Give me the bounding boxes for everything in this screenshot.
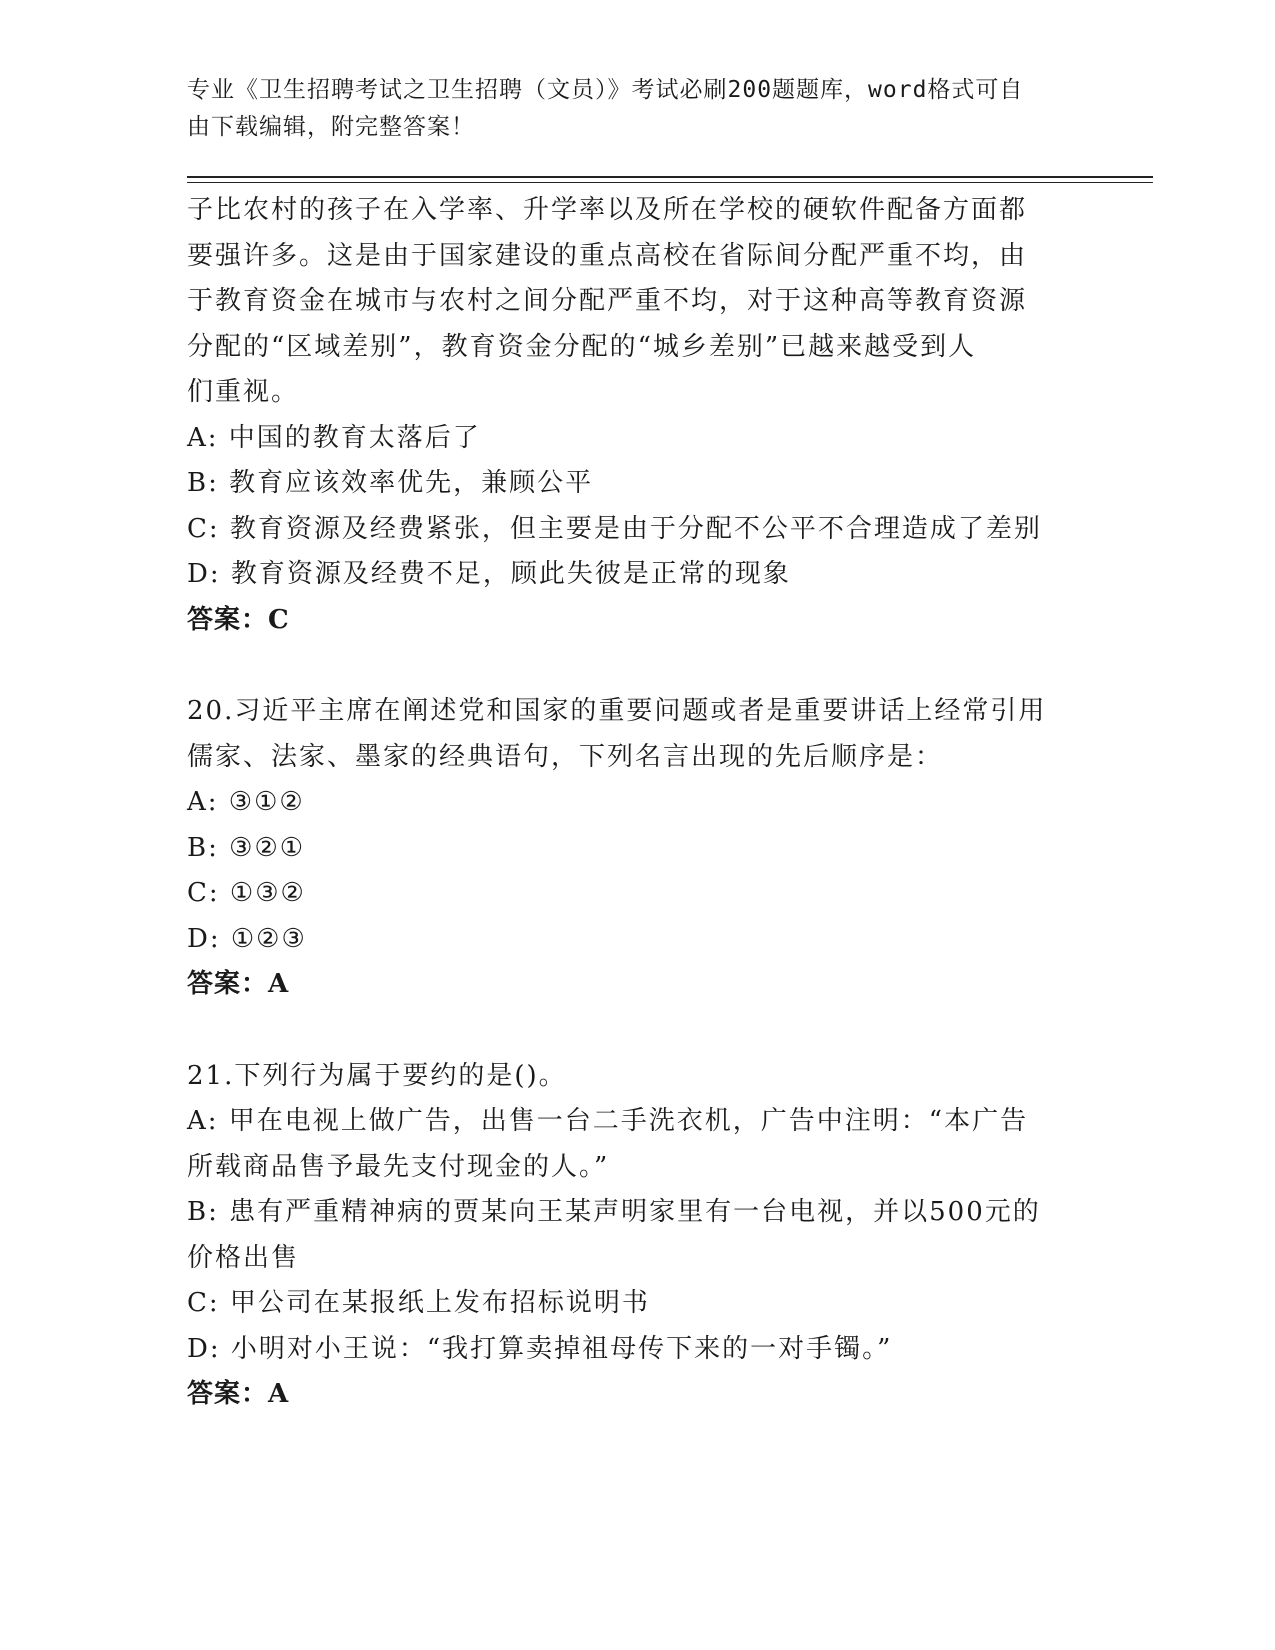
answer-label: 答案：A bbox=[187, 969, 290, 999]
option-c: C: ①③② bbox=[187, 878, 306, 908]
option-a-continued: 所载商品售予最先支付现金的人。” bbox=[187, 1151, 610, 1182]
option-b: B: 患有严重精神病的贾某向王某声明家里有一台电视，并以500元的 bbox=[187, 1197, 1041, 1227]
header-line-2: 由下载编辑，附完整答案！ bbox=[187, 114, 475, 140]
option-a: A: 中国的教育太落后了 bbox=[187, 422, 481, 453]
option-c: C: 甲公司在某报纸上发布招标说明书 bbox=[187, 1288, 650, 1318]
option-b-continued: 价格出售 bbox=[187, 1242, 300, 1273]
option-b: B: ③②① bbox=[187, 832, 306, 863]
question-19 bbox=[187, 188, 1067, 643]
header-divider-thick bbox=[187, 176, 1153, 178]
option-a: A: 甲在电视上做广告，出售一台二手洗衣机，广告中注明：“本广告 bbox=[187, 1106, 1029, 1136]
option-a: A: ③①② bbox=[187, 787, 305, 817]
option-b: B: 教育应该效率优先，兼顾公平 bbox=[187, 468, 594, 498]
answer-label: 答案：C bbox=[187, 604, 290, 635]
question-stem-line: 21.下列行为属于要约的是()。 bbox=[187, 1060, 567, 1091]
answer-label: 答案：A bbox=[187, 1379, 290, 1409]
document-header bbox=[187, 72, 1067, 146]
question-21 bbox=[187, 1054, 1067, 1418]
question-20 bbox=[187, 689, 1067, 1008]
question-stem-line: 们重视。 bbox=[187, 377, 300, 407]
question-stem-line: 于教育资金在城市与农村之间分配严重不均，对于这种高等教育资源 bbox=[187, 286, 1028, 316]
question-stem-line: 要强许多。这是由于国家建设的重点高校在省际间分配严重不均，由 bbox=[187, 240, 1028, 271]
question-stem-line: 儒家、法家、墨家的经典语句，下列名言出现的先后顺序是： bbox=[187, 741, 944, 772]
question-stem-line: 子比农村的孩子在入学率、升学率以及所在学校的硬软件配备方面都 bbox=[187, 195, 1028, 225]
header-divider-thin bbox=[187, 182, 1153, 183]
document-body bbox=[187, 188, 1067, 1418]
option-d: D: 小明对小王说：“我打算卖掉祖母传下来的一对手镯。” bbox=[187, 1333, 893, 1364]
option-d: D: 教育资源及经费不足，顾此失彼是正常的现象 bbox=[187, 559, 791, 589]
question-stem-line: 20.习近平主席在阐述党和国家的重要问题或者是重要讲话上经常引用 bbox=[187, 696, 1047, 726]
option-d: D: ①②③ bbox=[187, 923, 307, 954]
question-stem-line: 分配的“区域差别”，教育资金分配的“城乡差别”已越来越受到人 bbox=[187, 331, 977, 362]
header-line-1: 专业《卫生招聘考试之卫生招聘（文员）》考试必刷200题题库，word格式可自 bbox=[187, 77, 1024, 103]
option-c: C: 教育资源及经费紧张，但主要是由于分配不公平不合理造成了差别 bbox=[187, 513, 1042, 544]
